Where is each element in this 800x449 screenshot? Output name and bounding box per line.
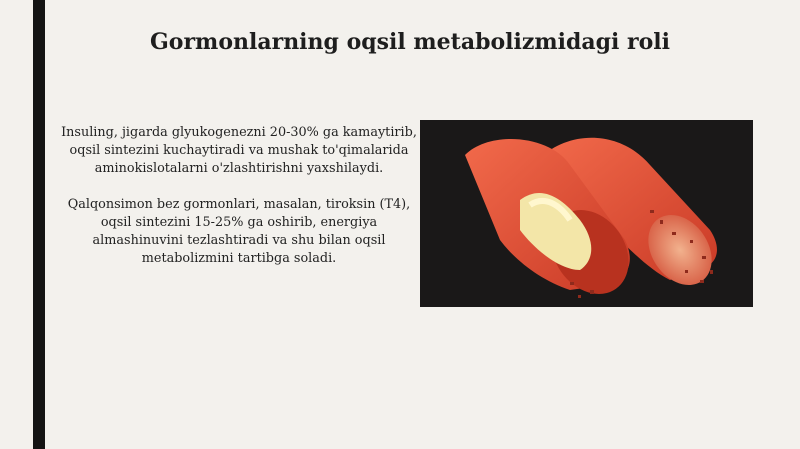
artery-illustration [420, 120, 753, 307]
paragraph-insulin: Insuling, jigarda glyukogenezni 20-30% ga kamaytirib, oqsil sintezini kuchaytiradi va mushak to'qimalarida aminokislotalarni o'zlashtirishni yaxshilaydi. [61, 125, 417, 176]
paragraph-thyroid: Qalqonsimon bez gormonlari, masalan, tiroksin (T4), oqsil sintezini 15-25% ga oshirib, energiya almashinuvini tezlashtiradi va shu bilan oqsil metabolizmini tartibga soladi. [67, 197, 411, 266]
slide-body [58, 124, 420, 286]
left-accent-bar [33, 0, 45, 449]
blood-vessel-image [420, 120, 753, 307]
slide-title: Gormonlarning oqsil metabolizmidagi roli [149, 29, 671, 55]
